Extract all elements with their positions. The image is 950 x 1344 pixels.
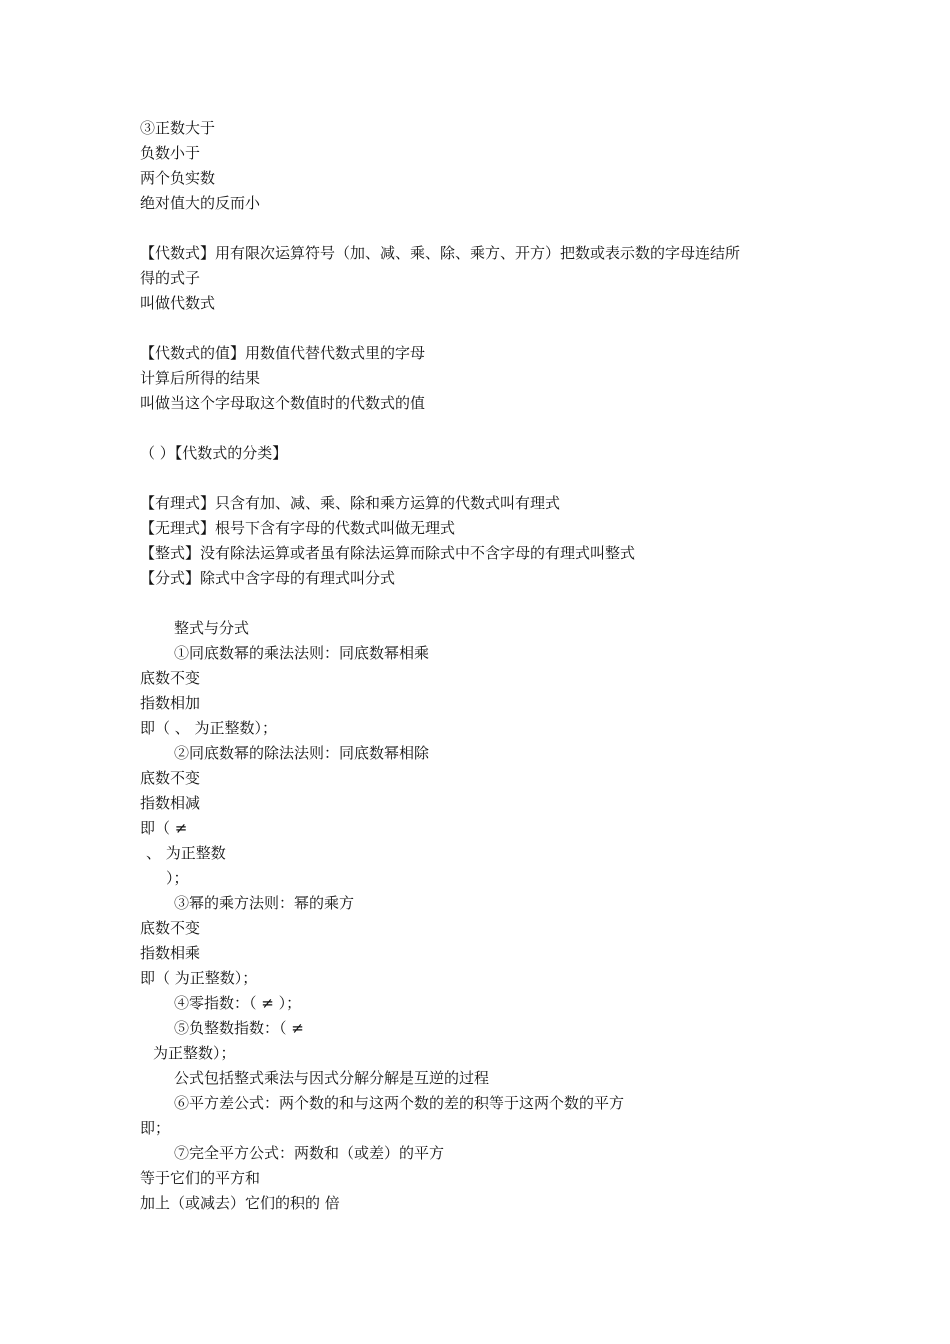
text-line: 即；	[140, 1119, 171, 1137]
text-line: 底数不变	[140, 669, 201, 687]
text-line: 负数小于	[140, 144, 201, 162]
definition-polynomial: 【整式】没有除法运算或者虽有除法运算而除式中不含字母的有理式叫整式	[140, 544, 636, 562]
text-line: 计算后所得的结果	[140, 369, 261, 387]
text-line: 绝对值大的反而小	[140, 194, 261, 212]
text-line: ③正数大于	[140, 119, 216, 137]
text-line: 为正整数）；	[153, 1044, 236, 1062]
definition-algebraic-expression: 【代数式】用有限次运算符号（加、减、乘、除、乘方、开方）把数或表示数的字母连结所	[140, 244, 741, 262]
text-line: 得的式子	[140, 269, 201, 287]
text-line: 即（ ≠	[140, 819, 188, 837]
text-line: 两个负实数	[140, 169, 216, 187]
rule-line: ⑦完全平方公式：两数和（或差）的平方	[174, 1144, 445, 1162]
rule-line: ⑥平方差公式：两个数的和与这两个数的差的积等于这两个数的平方	[174, 1094, 625, 1112]
definition-fraction: 【分式】除式中含字母的有理式叫分式	[140, 569, 396, 587]
section-heading: 整式与分式	[174, 619, 250, 637]
definition-expression-value: 【代数式的值】用数值代替代数式里的字母	[140, 344, 426, 362]
rule-line: ②同底数幂的除法法则：同底数幂相除	[174, 744, 430, 762]
text-line: 叫做代数式	[140, 294, 216, 312]
text-line: 底数不变	[140, 919, 201, 937]
text-line: 加上（或减去）它们的积的 倍	[140, 1194, 340, 1212]
definition-rational: 【有理式】只含有加、减、乘、除和乘方运算的代数式叫有理式	[140, 494, 561, 512]
text-line: 指数相减	[140, 794, 201, 812]
rule-line: ④零指数：（ ≠ ）；	[174, 994, 302, 1012]
text-line: 底数不变	[140, 769, 201, 787]
text-line: 、 为正整数	[146, 844, 226, 862]
definition-irrational: 【无理式】根号下含有字母的代数式叫做无理式	[140, 519, 456, 537]
section-heading: （ ）【代数式的分类】	[140, 444, 288, 462]
text-line: 叫做当这个字母取这个数值时的代数式的值	[140, 394, 426, 412]
rule-line: ③幂的乘方法则：幂的乘方	[174, 894, 355, 912]
rule-line: ①同底数幂的乘法法则：同底数幂相乘	[174, 644, 430, 662]
text-line: 指数相加	[140, 694, 201, 712]
text-line: ）；	[166, 869, 189, 887]
rule-line: ⑤负整数指数：（ ≠	[174, 1019, 304, 1037]
text-line: 即（ 为正整数）；	[140, 969, 258, 987]
text-line: 指数相乘	[140, 944, 201, 962]
text-line: 即（ 、 为正整数）；	[140, 719, 278, 737]
text-line: 等于它们的平方和	[140, 1169, 261, 1187]
text-line: 公式包括整式乘法与因式分解分解是互逆的过程	[174, 1069, 490, 1087]
